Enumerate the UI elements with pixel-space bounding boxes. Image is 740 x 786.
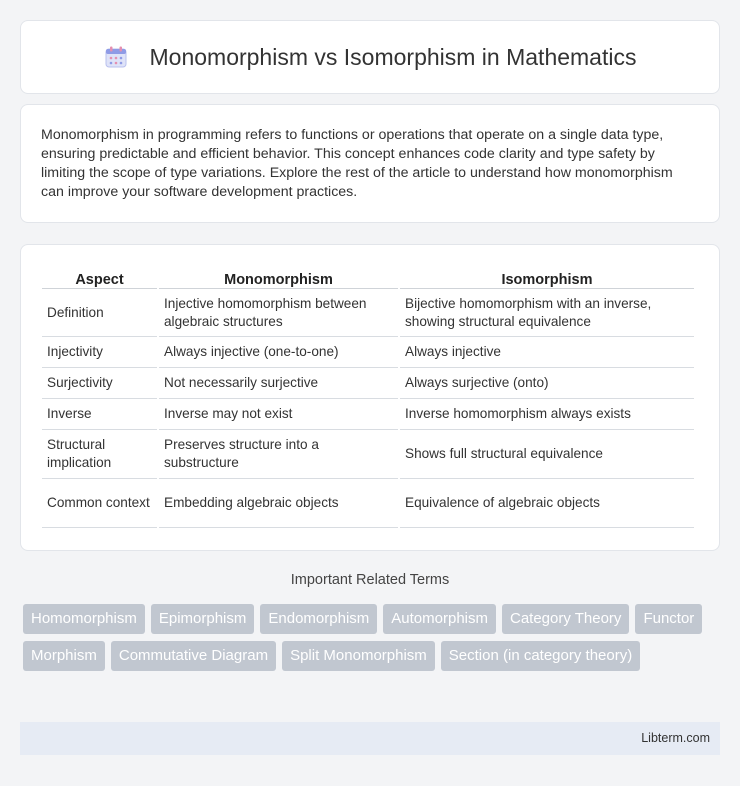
page-title: Monomorphism vs Isomorphism in Mathematics [149,43,637,70]
table-row [42,337,694,368]
table-cell: Inverse may not exist [159,399,398,430]
table-cell: Preserves structure into a substructure [159,430,398,479]
table-cell: Equivalence of algebraic objects [400,479,694,528]
related-term-tag[interactable]: Homomorphism [23,604,145,634]
related-terms-heading: Important Related Terms [290,572,450,588]
table-row [42,368,694,399]
related-term-tag[interactable]: Endomorphism [260,604,377,634]
table-cell: Inverse homomorphism always exists [400,399,694,430]
table-cell: Bijective homomorphism with an inverse, showing structural equivalence [400,289,694,337]
footer [20,722,720,755]
table-header-row [42,267,694,289]
table-cell: Inverse [42,399,157,430]
comparison-table-card [20,244,720,551]
footer-site-link[interactable]: Libterm.com [641,731,710,745]
related-term-tag[interactable]: Commutative Diagram [111,641,276,671]
related-term-tag[interactable]: Functor [635,604,702,634]
table-cell: Definition [42,289,157,337]
table-cell: Surjectivity [42,368,157,399]
table-cell: Always injective (one-to-one) [159,337,398,368]
comparison-table [40,267,696,528]
header-isomorphism: Isomorphism [400,267,694,289]
table-cell: Common context [42,479,157,528]
header-card [20,20,720,94]
intro-card [20,104,720,223]
related-terms-list [23,604,703,671]
table-cell: Structural implication [42,430,157,479]
related-term-tag[interactable]: Epimorphism [151,604,255,634]
title-wrap [104,44,637,71]
header-aspect: Aspect [42,267,157,289]
table-row [42,289,694,337]
header-monomorphism: Monomorphism [159,267,398,289]
table-cell: Injectivity [42,337,157,368]
table-row [42,399,694,430]
table-cell: Injective homomorphism between algebraic structures [159,289,398,337]
table-cell: Always surjective (onto) [400,368,694,399]
calendar-icon [104,45,128,69]
related-term-tag[interactable]: Split Monomorphism [282,641,435,671]
table-cell: Embedding algebraic objects [159,479,398,528]
related-term-tag[interactable]: Automorphism [383,604,496,634]
table-row [42,430,694,479]
related-term-tag[interactable]: Category Theory [502,604,629,634]
table-row [42,479,694,528]
related-term-tag[interactable]: Morphism [23,641,105,671]
table-cell: Shows full structural equivalence [400,430,694,479]
table-cell: Always injective [400,337,694,368]
table-cell: Not necessarily surjective [159,368,398,399]
related-term-tag[interactable]: Section (in category theory) [441,641,640,671]
intro-text: Monomorphism in programming refers to functions or operations that operate on a single data type, ensuring predictable and efficient behavior. This concept enhances code clarity and type safety by limiting the scope of type variations. Explore the rest of the article to understand how monomorphism can improve your software development practices. [41,127,673,200]
